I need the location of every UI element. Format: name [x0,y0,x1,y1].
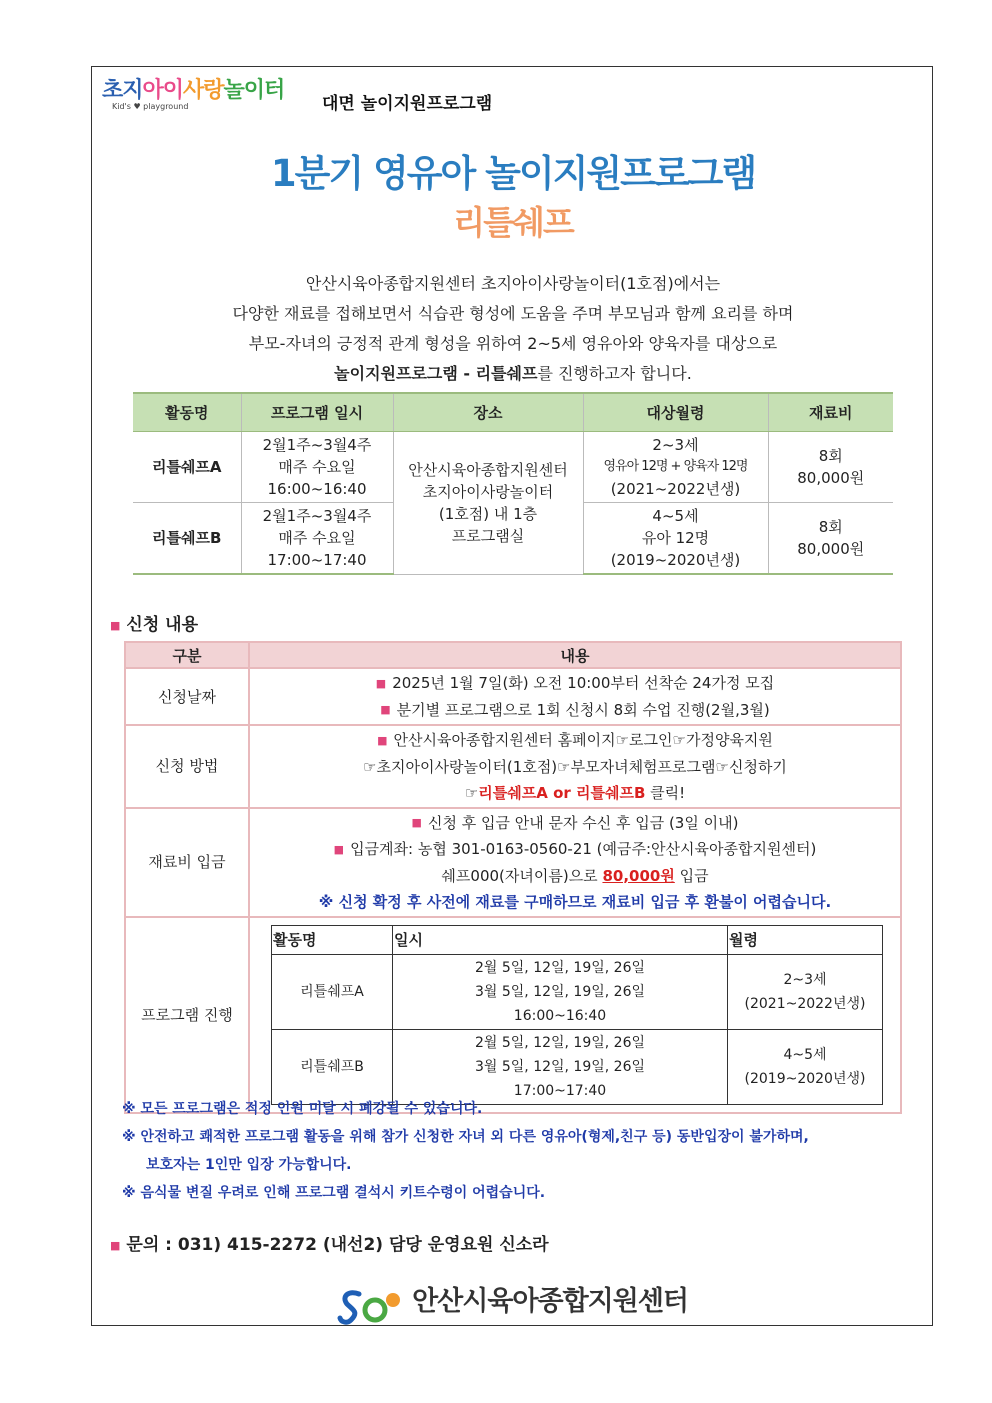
apply-table [124,641,902,1114]
notes [122,1095,902,1207]
progress-a-name: 리틀쉐프A [272,954,393,1029]
col-fee: 재료비 [768,393,893,432]
intro-text [132,269,894,389]
col-progress-dates: 일시 [393,925,728,954]
row-b-schedule-3: 17:00~17:40 [267,551,367,569]
row-a-age-2: 영유아 12명 + 양육자 12명 [603,459,748,474]
intro-line-1: 안산시육아종합지원센터 초지아이사랑놀이터(1호점)에서는 [305,274,721,293]
progress-content [249,917,901,1113]
progress-b-age-2: (2019~2020년생) [744,1070,866,1087]
square-bullet-icon: ■ [377,733,388,747]
method-program-names: 리틀쉐프A or 리틀쉐프B [478,783,646,802]
row-a-age [583,432,768,503]
progress-a-age-1: 2~3세 [783,971,827,988]
table-row [125,725,901,808]
col-schedule: 프로그램 일시 [241,393,393,432]
row-b-schedule-1: 2월1주~3월4주 [262,507,372,525]
square-bullet-icon: ■ [333,842,345,856]
col-progress-activity: 활동명 [272,925,393,954]
progress-b-age-1: 4~5세 [783,1046,827,1063]
table-row [125,668,901,725]
payment-amount: 80,000원 [602,866,675,885]
intro-line-4 [132,359,894,389]
intro-line-2: 다양한 재료를 접해보면서 식습관 형성에 도움을 주며 부모님과 함께 요리를 하며 [232,304,794,323]
square-bullet-icon: ■ [411,816,422,829]
ansan-center-logo [337,1279,697,1319]
apply-table-header [125,642,901,668]
table-row [125,917,901,1113]
row-b-name: 리틀쉐프B [133,503,241,575]
progress-b-name: 리틀쉐프B [272,1029,393,1104]
intro-bold: 놀이지원프로그램 - 리틀쉐프 [334,364,538,383]
page-title: 1분기 영유아 놀이지원프로그램 [270,152,756,195]
square-bullet-icon: ■ [380,703,391,716]
note-3: ※ 음식물 변질 우려로 인해 프로그램 결석시 키트수령이 어렵습니다. [122,1185,546,1201]
program-subtitle: 리틀쉐프 [453,203,573,242]
row-b-schedule [241,503,393,575]
square-bullet-icon: ■ [110,618,121,632]
payment-name-format: 쉐프000(자녀이름)으로 [441,866,603,885]
row-a-age-1: 2~3세 [652,436,699,454]
table-row [133,432,893,503]
date-item-2 [251,697,899,724]
pointing-hand-icon: ☞ [464,783,479,802]
program-table [133,392,893,575]
row-b-schedule-2: 매주 수요일 [278,529,356,547]
document-frame [91,66,933,1326]
row-b-age-1: 4~5세 [652,507,699,525]
place-line-1: 안산시육아종합지원센터 [408,460,568,479]
method-label: 신청 방법 [125,725,249,808]
payment-line-2 [251,836,899,863]
intro-rest: 를 진행하고자 합니다. [537,364,692,383]
row-a-schedule-3: 16:00~16:40 [267,480,367,498]
table-row [272,1029,883,1104]
payment-line-1 [251,810,899,837]
progress-a-date-1: 2월 5일, 12일, 19일, 26일 [474,959,646,976]
refund-warning: ※ 신청 확정 후 사전에 재료를 구매하므로 재료비 입금 후 환불이 어렵습니다. [318,892,832,911]
progress-a-age-2: (2021~2022년생) [744,995,866,1012]
payment-line-1-text: 신청 후 입금 안내 문자 수신 후 입금 (3일 이내) [427,813,739,832]
method-line-1 [251,727,899,754]
logo-part-2: 아이 [142,78,184,103]
row-a-age-3: (2021~2022년생) [610,480,741,498]
payment-line-3 [251,863,899,889]
progress-a-dates [393,954,728,1029]
col-progress-age: 월령 [728,925,883,954]
method-line-1-text: 안산시육아종합지원센터 홈페이지☞로그인☞가정양육지원 [393,731,773,749]
col-content: 내용 [249,642,901,668]
contact-text: 문의 : 031) 415-2272 (내선2) 담당 운영요원 신소라 [126,1235,549,1255]
section-title-text: 신청 내용 [126,615,199,635]
row-a-fee-1: 8회 [818,447,843,465]
date-label: 신청날짜 [125,668,249,725]
place-cell [393,432,583,575]
progress-label: 프로그램 진행 [125,917,249,1113]
logo-part-4: 놀이터 [223,78,285,103]
note-2b: 보호자는 1인만 입장 가능합니다. [146,1157,352,1173]
section-title [110,610,198,635]
row-b-age [583,503,768,575]
row-a-fee-2: 80,000원 [797,469,865,487]
col-activity: 활동명 [133,393,241,432]
row-b-fee [768,503,893,575]
payment-rest: 입금 [674,866,709,885]
row-b-age-2: 유아 12명 [641,529,710,547]
place-line-2: 초지아이사랑놀이터 [422,482,554,501]
date-content [249,668,901,725]
col-category: 구분 [125,642,249,668]
date-item-1 [251,670,899,697]
progress-table-header [272,925,883,954]
method-line-2: ☞초지아이사랑놀이터(1호점)☞부모자녀체험프로그램☞신청하기 [363,757,787,776]
method-click-text: 클릭! [645,783,686,802]
row-a-name: 리틀쉐프A [133,432,241,503]
payment-content [249,808,901,917]
note-2a: ※ 안전하고 쾌적한 프로그램 활동을 위해 참가 신청한 자녀 외 다른 영유아(형제,친구 등) 동반입장이 불가하며, [122,1129,809,1145]
col-age: 대상월령 [583,393,768,432]
program-table-header [133,393,893,432]
logo-title [102,73,317,104]
logo-part-1: 초지 [102,78,143,103]
progress-b-dates [393,1029,728,1104]
row-b-fee-1: 8회 [818,518,843,536]
place-line-4: 프로그램실 [451,526,525,545]
square-bullet-icon: ■ [110,1238,121,1252]
row-a-schedule [241,432,393,503]
date-item-1-text: 2025년 1월 7일(화) 오전 10:00부터 선착순 24가정 모집 [392,674,775,692]
table-row [125,808,901,917]
progress-a-age [728,954,883,1029]
square-bullet-icon: ■ [375,676,387,690]
logo-subtitle: Kid's ♥ playground [112,102,189,111]
table-row [272,954,883,1029]
row-b-fee-2: 80,000원 [797,540,865,558]
center-emblem-icon [337,1286,407,1326]
col-place: 장소 [393,393,583,432]
method-line-3 [251,780,899,806]
logo-part-3: 사랑 [183,78,224,103]
progress-b-time: 17:00~17:40 [513,1082,607,1099]
payment-line-2-text: 입금계좌: 농협 301-0163-0560-21 (예금주:안산시육아종합지원센터) [350,840,817,858]
progress-b-date-2: 3월 5일, 12일, 19일, 26일 [474,1058,646,1075]
contact-info [110,1230,549,1255]
progress-table [271,925,883,1105]
note-1: ※ 모든 프로그램은 적정 인원 미달 시 폐강될 수 있습니다. [122,1101,483,1117]
progress-b-date-1: 2월 5일, 12일, 19일, 26일 [474,1034,646,1051]
row-a-fee [768,432,893,503]
footer-center-name: 안산시육아종합지원센터 [412,1286,688,1317]
progress-a-date-2: 3월 5일, 12일, 19일, 26일 [474,983,646,1000]
row-a-schedule-1: 2월1주~3월4주 [262,436,372,454]
row-a-schedule-2: 매주 수요일 [278,458,356,476]
row-b-age-3: (2019~2020년생) [610,551,741,569]
payment-label: 재료비 입금 [125,808,249,917]
method-content [249,725,901,808]
progress-b-age [728,1029,883,1104]
choji-logo [102,73,317,119]
header-label: 대면 놀이지원프로그램 [322,94,493,114]
date-item-2-text: 분기별 프로그램으로 1회 신청시 8회 수업 진행(2월,3월) [396,700,770,719]
progress-a-time: 16:00~16:40 [513,1007,607,1024]
place-line-3: (1호점) 내 1층 [438,504,538,523]
intro-line-3: 부모-자녀의 긍정적 관계 형성을 위하여 2~5세 영유아와 양육자를 대상으로 [248,334,778,353]
